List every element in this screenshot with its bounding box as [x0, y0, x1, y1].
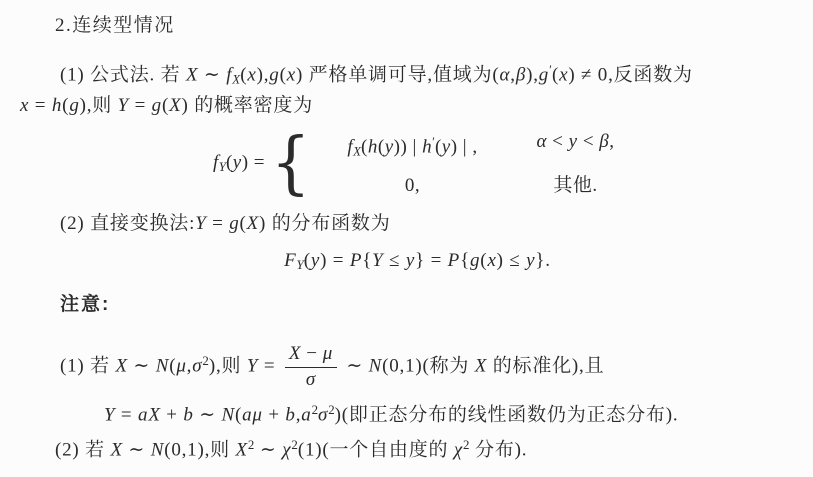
curly-brace-icon: {: [271, 122, 311, 203]
piecewise-density-formula: [213, 122, 640, 203]
formula-method-continuation-line: x = h(g),则 Y = g(X) 的概率密度为: [20, 95, 313, 116]
case-row-1: [314, 129, 640, 164]
note-heading: 注意:: [60, 294, 111, 315]
direct-transform-line: (2) 直接变换法:Y = g(X) 的分布函数为: [60, 213, 391, 234]
case-condition-2: 其他.: [553, 174, 598, 196]
note-chi-square-line: (2) 若 X ∼ N(0,1),则 $X^2$ ∼ $\chi^2(1)$(一个自由度的 $\chi^2$ 分布).: [55, 437, 528, 461]
case-value-2: 0,: [404, 174, 421, 196]
density-lhs: fY(y) =: [213, 151, 266, 174]
section-heading-continuous-case: 2.连续型情况: [55, 15, 175, 36]
case-condition-1: α < y < β,: [536, 131, 615, 152]
formula-method-intro-line: (1) 公式法. 若 X ∼ fX(x),g(x) 严格单调可导,值域为(α,β),g′(x) ≠ 0,反函数为: [60, 62, 693, 87]
note-linear-function-line: Y = aX + b ∼ $N(a\mu + b,a^2\sigma^2)$(即正态分布的线性函数仍为正态分布).: [104, 402, 679, 426]
cdf-formula: FY(y) = P{Y ≤ y} = P{g(x) ≤ y}.: [284, 250, 551, 273]
piecewise-cases: [314, 129, 640, 198]
note-standardization-line: (1) 若 X ∼ $N(\mu,\sigma^2)$,则 Y = $\frac{X - \mu}{\sigma}$ ∼ N(0,1)(称为 X 的标准化),且: [60, 342, 605, 390]
case-row-2: [314, 173, 640, 198]
case-value-1: fX(h(y)) | h′(y) | ,: [347, 134, 478, 159]
